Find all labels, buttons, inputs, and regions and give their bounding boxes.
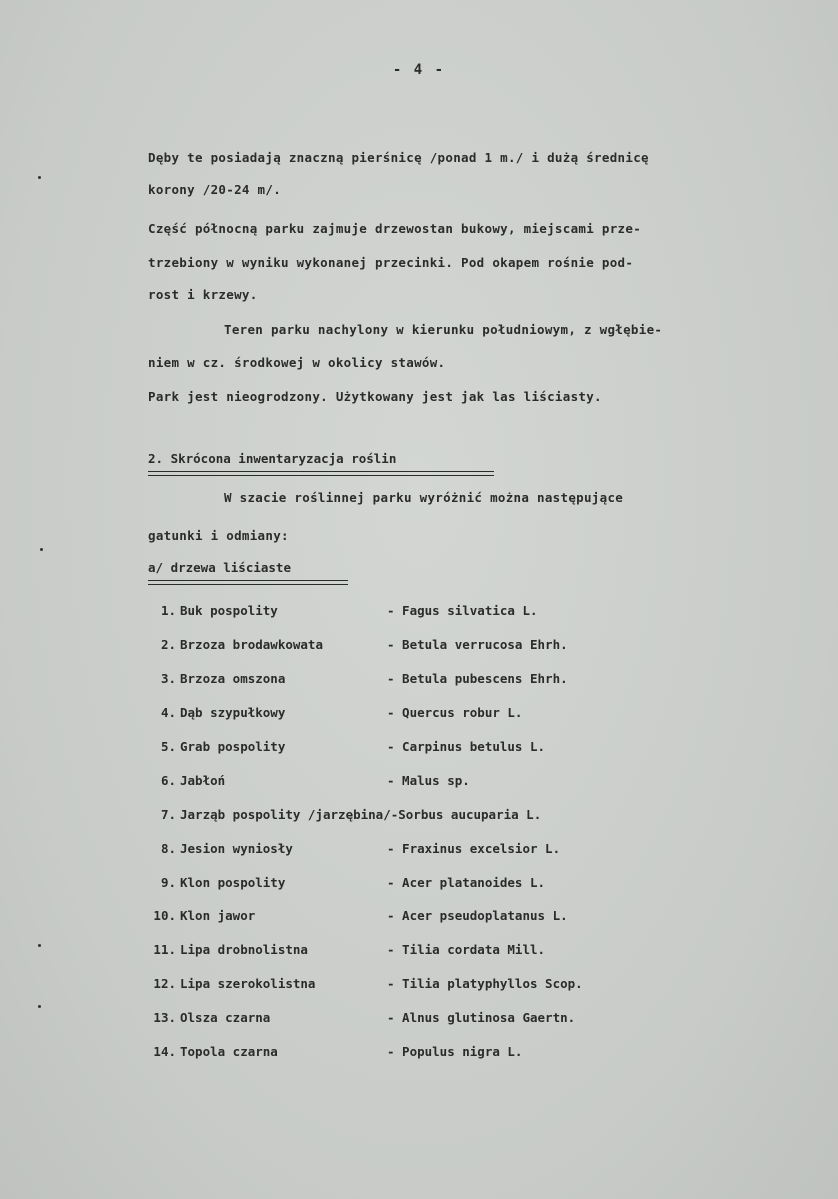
- paragraph-line: Część północną parku zajmuje drzewostan bukowy, miejscami prze-: [148, 221, 642, 236]
- item-number: 2.: [160, 637, 176, 652]
- latin-name: - Quercus robur L.: [387, 705, 523, 720]
- latin-name: - Populus nigra L.: [387, 1044, 523, 1059]
- item-number: 6.: [160, 773, 176, 788]
- latin-name: - Fraxinus excelsior L.: [387, 841, 561, 856]
- species-name: Lipa drobnolistna: [180, 942, 308, 957]
- list-item: [0, 875, 838, 895]
- paragraph-line: niem w cz. środkowej w okolicy stawów.: [148, 355, 446, 370]
- subheading-underline: [148, 580, 348, 581]
- latin-name: - Fagus silvatica L.: [387, 603, 538, 618]
- paragraph-line: trzebiony w wyniku wykonanej przecinki. Pod okapem rośnie pod-: [148, 255, 634, 270]
- scan-speck: [40, 548, 43, 551]
- species-name: Grab pospolity: [180, 739, 286, 754]
- list-item: [0, 739, 838, 759]
- paragraph-line: rost i krzewy.: [148, 287, 258, 302]
- list-item: [0, 908, 838, 928]
- list-item: [0, 1044, 838, 1064]
- list-item: [0, 637, 838, 657]
- list-item: [0, 807, 838, 827]
- list-item: [0, 976, 838, 996]
- latin-name: - Alnus glutinosa Gaertn.: [387, 1010, 576, 1025]
- paragraph-line: Dęby te posiadają znaczną pierśnicę /ponad 1 m./ i dużą średnicę: [148, 150, 649, 165]
- list-item: [0, 705, 838, 725]
- item-number: 7.: [160, 807, 176, 822]
- paragraph-line: Teren parku nachylony w kierunku południowym, z wgłębie-: [224, 322, 663, 337]
- scan-speck: [38, 944, 41, 947]
- item-number: 9.: [160, 875, 176, 890]
- species-name: Jesion wyniosły: [180, 841, 293, 856]
- section-heading-underline-second: [148, 475, 494, 476]
- species-name: Klon jawor: [180, 908, 256, 923]
- page-number: - 4 -: [392, 62, 446, 78]
- species-name: Topola czarna: [180, 1044, 278, 1059]
- list-item: [0, 773, 838, 793]
- item-number: 12.: [153, 976, 176, 991]
- item-number: 10.: [153, 908, 176, 923]
- list-item: [0, 841, 838, 861]
- species-name: Jarząb pospolity /jarzębina/-Sorbus aucuparia L.: [180, 807, 542, 822]
- item-number: 8.: [160, 841, 176, 856]
- species-name: Klon pospolity: [180, 875, 286, 890]
- latin-name: - Carpinus betulus L.: [387, 739, 546, 754]
- latin-name: - Acer platanoides L.: [387, 875, 546, 890]
- section-heading-underline: [148, 471, 494, 472]
- latin-name: - Tilia platyphyllos Scop.: [387, 976, 583, 991]
- species-name: Lipa szerokolistna: [180, 976, 316, 991]
- species-name: Brzoza omszona: [180, 671, 286, 686]
- section-intro-line: gatunki i odmiany:: [148, 528, 289, 543]
- subheading: a/ drzewa liściaste: [148, 560, 291, 575]
- item-number: 11.: [153, 942, 176, 957]
- species-name: Buk pospolity: [180, 603, 278, 618]
- species-name: Brzoza brodawkowata: [180, 637, 323, 652]
- list-item: [0, 603, 838, 623]
- latin-name: - Betula pubescens Ehrh.: [387, 671, 568, 686]
- list-item: [0, 942, 838, 962]
- paragraph-line: korony /20-24 m/.: [148, 182, 282, 197]
- latin-name: - Tilia cordata Mill.: [387, 942, 546, 957]
- scan-speck: [38, 176, 41, 179]
- item-number: 1.: [160, 603, 176, 618]
- item-number: 13.: [153, 1010, 176, 1025]
- species-name: Olsza czarna: [180, 1010, 271, 1025]
- item-number: 3.: [160, 671, 176, 686]
- list-item: [0, 671, 838, 691]
- section-heading: 2. Skrócona inwentaryzacja roślin: [148, 451, 397, 466]
- item-number: 14.: [153, 1044, 176, 1059]
- latin-name: - Betula verrucosa Ehrh.: [387, 637, 568, 652]
- species-name: Jabłoń: [180, 773, 226, 788]
- paragraph-line: Park jest nieogrodzony. Użytkowany jest jak las liściasty.: [148, 389, 602, 404]
- list-item: [0, 1010, 838, 1030]
- latin-name: - Malus sp.: [387, 773, 470, 788]
- scan-speck: [38, 1005, 41, 1008]
- subheading-underline-second: [148, 584, 348, 585]
- item-number: 4.: [160, 705, 176, 720]
- species-name: Dąb szypułkowy: [180, 705, 286, 720]
- section-intro-line: W szacie roślinnej parku wyróżnić można następujące: [224, 490, 624, 505]
- latin-name: - Acer pseudoplatanus L.: [387, 908, 568, 923]
- item-number: 5.: [160, 739, 176, 754]
